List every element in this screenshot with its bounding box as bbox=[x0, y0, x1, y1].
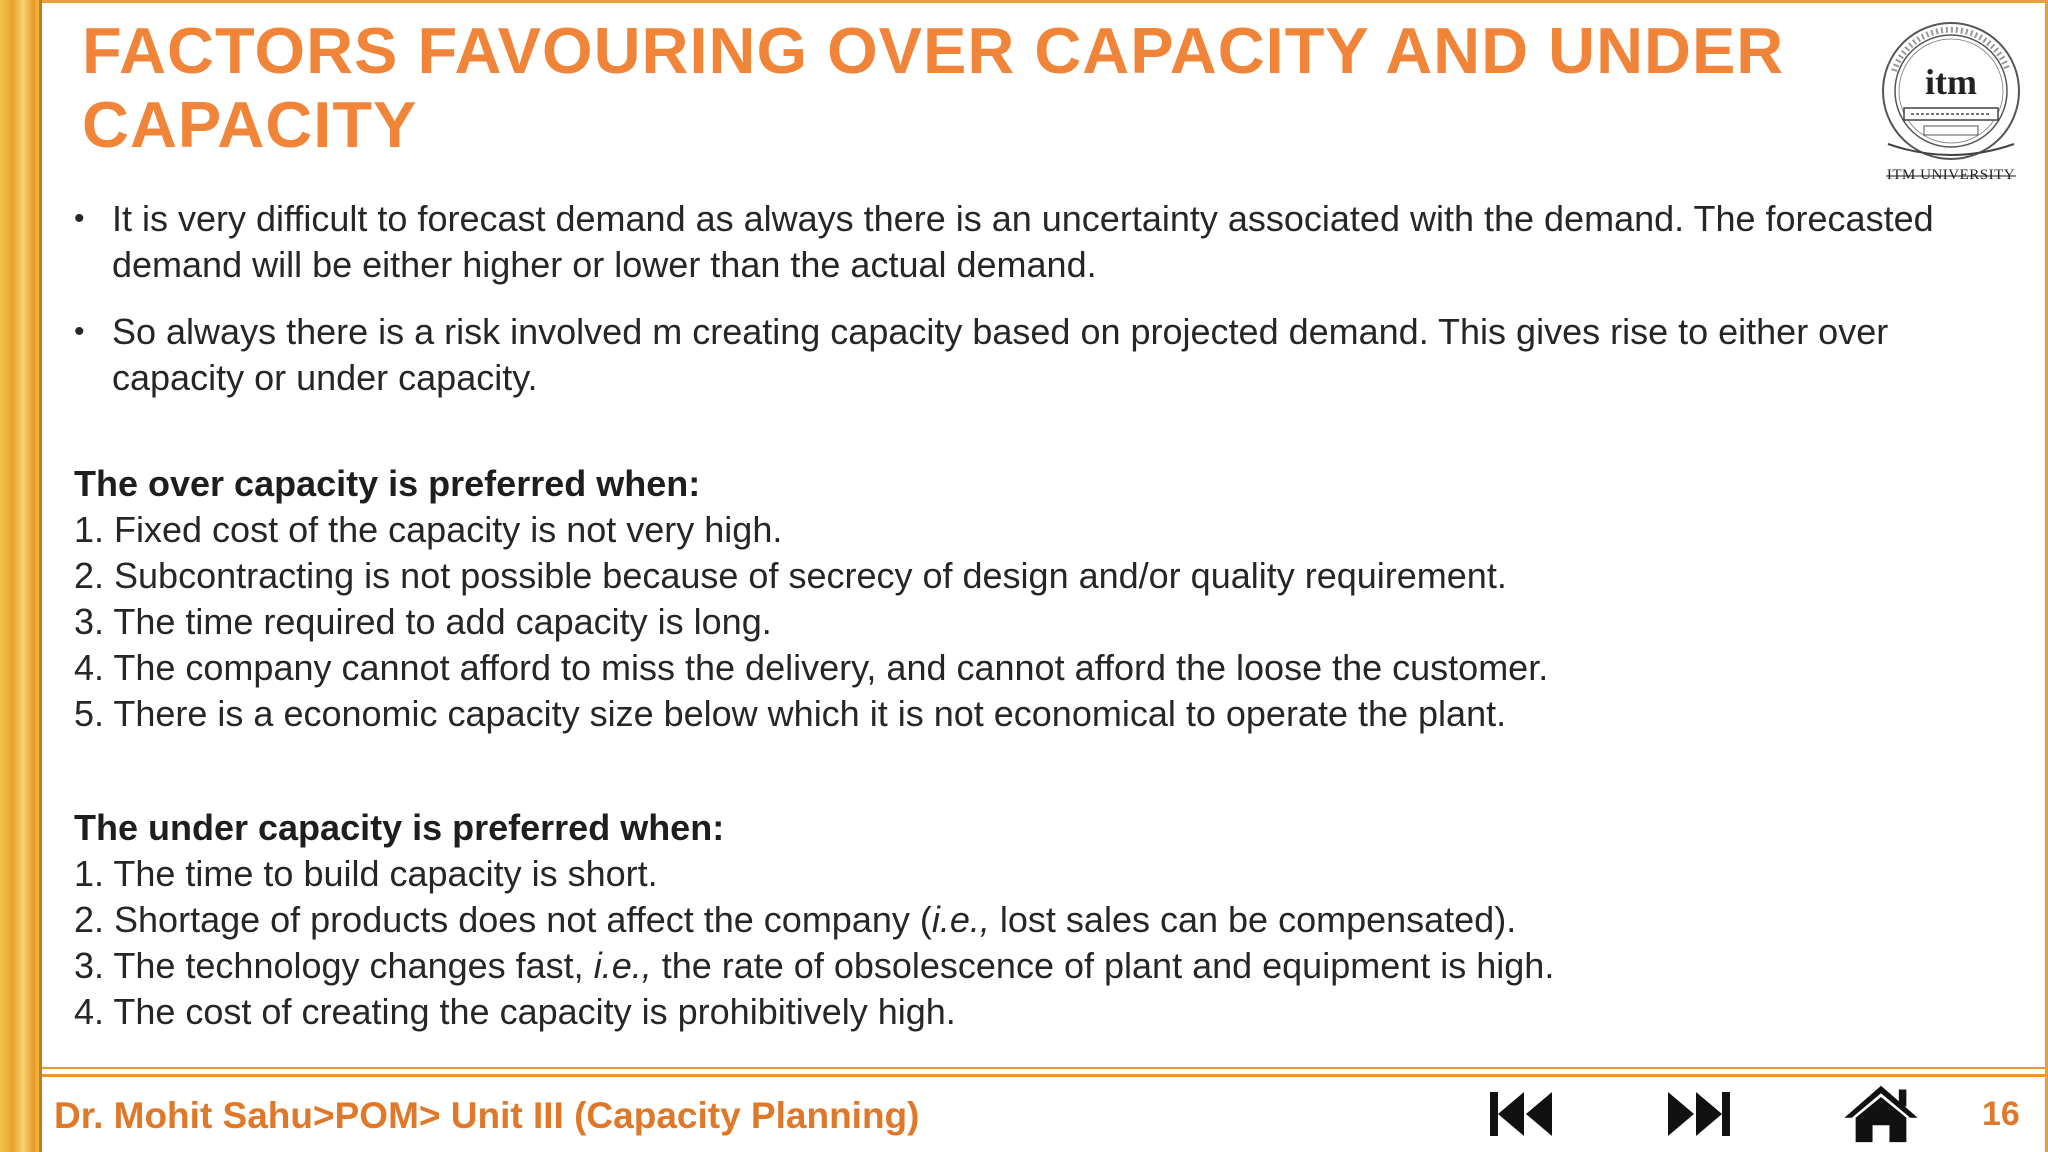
footer-divider bbox=[42, 1067, 2045, 1069]
first-slide-button[interactable] bbox=[1484, 1082, 1558, 1144]
bullet-item bbox=[74, 309, 1954, 401]
slide-title: FACTORS FAVOURING OVER CAPACITY AND UNDER CAPACITY bbox=[82, 14, 1785, 161]
list-item: 2. Subcontracting is not possible because of secrecy of design and/or quality requirement. bbox=[74, 555, 1507, 596]
list-item: 3. The technology changes fast, i.e., the rate of obsolescence of plant and equipment is high. bbox=[74, 945, 1555, 986]
list-item: 3. The time required to add capacity is long. bbox=[74, 601, 772, 642]
list-item: 4. The cost of creating the capacity is prohibitively high. bbox=[74, 991, 956, 1032]
home-icon bbox=[1844, 1086, 1917, 1142]
under-capacity-heading: The under capacity is preferred when: bbox=[74, 807, 725, 848]
under-capacity-section bbox=[74, 805, 1954, 1035]
bullet-text: It is very difficult to forecast demand as always there is an uncertainty associated with the demand. The forecasted demand will be either higher or lower than the actual demand. bbox=[112, 198, 1934, 285]
decorative-side-bar bbox=[0, 0, 42, 1152]
footer-divider bbox=[42, 1074, 2045, 1077]
slide-content bbox=[74, 196, 1954, 1035]
last-slide-button[interactable] bbox=[1662, 1082, 1736, 1144]
skip-to-end-icon bbox=[1668, 1092, 1730, 1136]
list-item: 1. The time to build capacity is short. bbox=[74, 853, 658, 894]
over-capacity-heading: The over capacity is preferred when: bbox=[74, 463, 701, 504]
over-capacity-section bbox=[74, 461, 1954, 737]
bullet-dot-icon: • bbox=[74, 315, 85, 348]
skip-to-start-icon bbox=[1490, 1092, 1552, 1136]
bullet-dot-icon: • bbox=[74, 202, 85, 235]
list-item: 2. Shortage of products does not affect the company (i.e., lost sales can be compensated). bbox=[74, 899, 1517, 940]
intro-bullets bbox=[74, 196, 1954, 401]
itm-university-logo bbox=[1876, 16, 2026, 191]
home-button[interactable] bbox=[1838, 1082, 1924, 1144]
bullet-item bbox=[74, 196, 1954, 288]
list-item: 4. The company cannot afford to miss the delivery, and cannot afford the loose the customer. bbox=[74, 647, 1549, 688]
top-border bbox=[42, 0, 2048, 3]
list-item: 5. There is a economic capacity size below which it is not economical to operate the plant. bbox=[74, 693, 1507, 734]
logo-monogram: itm bbox=[1925, 62, 1977, 102]
logo-caption: ITM UNIVERSITY bbox=[1886, 167, 2016, 183]
bullet-text: So always there is a risk involved m creating capacity based on projected demand. This gives rise to either over capacity or under capacity. bbox=[112, 311, 1889, 398]
footer-credit: Dr. Mohit Sahu>POM> Unit III (Capacity Planning) bbox=[54, 1095, 920, 1136]
list-item: 1. Fixed cost of the capacity is not very high. bbox=[74, 509, 783, 550]
page-number: 16 bbox=[1982, 1095, 2020, 1133]
